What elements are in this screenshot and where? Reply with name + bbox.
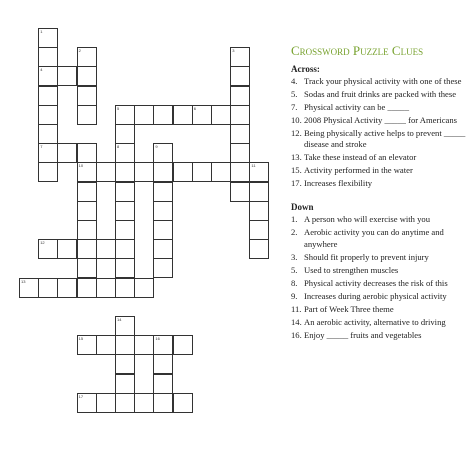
cell-number: 13 <box>21 278 26 284</box>
grid-cell[interactable] <box>77 182 97 202</box>
down-clue <box>291 252 471 263</box>
down-clue <box>291 330 471 341</box>
grid-cell[interactable] <box>77 105 97 125</box>
grid-cell[interactable] <box>77 393 97 413</box>
grid-cell[interactable] <box>96 335 116 355</box>
grid-cell[interactable] <box>153 220 173 240</box>
down-clue <box>291 304 471 315</box>
clue-number: 2. <box>291 227 298 238</box>
grid-cell[interactable] <box>38 278 58 298</box>
across-clue <box>291 102 471 113</box>
grid-cell[interactable] <box>230 66 250 86</box>
down-clue <box>291 291 471 302</box>
clue-text: Sodas and fruit drinks are packed with these <box>304 88 457 99</box>
down-heading: Down <box>291 202 314 213</box>
across-heading: Across: <box>291 64 320 74</box>
grid-cell[interactable] <box>115 278 135 298</box>
grid-cell[interactable] <box>38 86 58 106</box>
grid-cell[interactable] <box>115 143 135 163</box>
cell-number: 3 <box>232 48 235 54</box>
grid-cell[interactable] <box>230 124 250 144</box>
grid-cell[interactable] <box>153 143 173 163</box>
grid-cell[interactable] <box>57 239 77 259</box>
grid-cell[interactable] <box>96 393 116 413</box>
grid-cell[interactable] <box>230 47 250 67</box>
clue-text: Being physically active helps to prevent _____ disease and stroke <box>304 127 466 150</box>
grid-cell[interactable] <box>77 66 97 86</box>
grid-cell[interactable] <box>115 239 135 259</box>
down-clue <box>291 278 471 289</box>
grid-cell[interactable] <box>153 393 173 413</box>
grid-cell[interactable] <box>115 162 135 182</box>
across-clue-list <box>291 76 471 189</box>
grid-cell[interactable] <box>38 66 58 86</box>
grid-cell[interactable] <box>77 220 97 240</box>
grid-cell[interactable] <box>77 143 97 163</box>
clue-text: Increases flexibility <box>304 178 373 189</box>
grid-cell[interactable] <box>38 162 58 182</box>
down-clue <box>291 265 471 276</box>
across-clue <box>291 115 471 126</box>
grid-cell[interactable] <box>115 124 135 144</box>
grid-cell[interactable] <box>153 182 173 202</box>
grid-cell[interactable] <box>96 278 116 298</box>
grid-cell[interactable] <box>153 239 173 259</box>
grid-cell[interactable] <box>192 162 212 182</box>
cell-number: 8 <box>117 144 120 150</box>
clue-number: 8. <box>291 277 298 288</box>
grid-cell[interactable] <box>57 143 77 163</box>
clue-number: 5. <box>291 88 298 99</box>
grid-cell[interactable] <box>115 258 135 278</box>
clue-text: Activity performed in the water <box>304 165 413 176</box>
down-clue <box>291 227 471 250</box>
cell-number: 15 <box>78 336 84 342</box>
clue-number: 3. <box>291 251 298 262</box>
grid-cell[interactable] <box>77 201 97 221</box>
cell-number: 4 <box>40 67 43 73</box>
grid-cell[interactable] <box>77 278 97 298</box>
across-clue <box>291 128 471 151</box>
cell-number: 12 <box>40 240 45 246</box>
across-clue <box>291 178 471 189</box>
clue-number: 1. <box>291 214 298 225</box>
clue-text: Physical activity can be _____ <box>304 101 410 112</box>
across-clue <box>291 152 471 163</box>
grid-cell[interactable] <box>153 354 173 374</box>
grid-cell[interactable] <box>115 374 135 394</box>
grid-cell[interactable] <box>153 374 173 394</box>
clue-number: 17. <box>291 178 302 189</box>
grid-cell[interactable] <box>153 258 173 278</box>
cell-number: 10 <box>78 163 84 169</box>
grid-cell[interactable] <box>38 105 58 125</box>
clue-text: Increases during aerobic physical activity <box>304 290 447 301</box>
grid-cell[interactable] <box>134 105 154 125</box>
grid-cell[interactable] <box>249 220 269 240</box>
across-clue <box>291 89 471 100</box>
grid-cell[interactable] <box>230 86 250 106</box>
grid-cell[interactable] <box>153 162 173 182</box>
down-clue-list <box>291 214 471 340</box>
clue-text: Track your physical activity with one of these <box>304 76 462 86</box>
clue-text: An aerobic activity, alternative to driving <box>304 316 446 327</box>
clues-title: Crossword Puzzle Clues <box>291 43 424 58</box>
grid-cell[interactable] <box>134 278 154 298</box>
grid-cell[interactable] <box>96 239 116 259</box>
clue-number: 9. <box>291 290 298 301</box>
cell-number: 6 <box>193 105 197 111</box>
clue-text: Aerobic activity you can do anytime and anywhere <box>304 227 444 249</box>
clues-panel <box>291 44 471 343</box>
cell-number: 17 <box>78 393 84 399</box>
grid-cell[interactable] <box>115 335 135 355</box>
grid-cell[interactable] <box>115 201 135 221</box>
grid-cell[interactable] <box>96 162 116 182</box>
clue-text: A person who will exercise with you <box>304 214 431 225</box>
clue-number: 13. <box>291 152 302 163</box>
grid-cell[interactable] <box>230 162 250 182</box>
grid-cell[interactable] <box>57 66 77 86</box>
grid-cell[interactable] <box>173 393 193 413</box>
across-clue <box>291 165 471 176</box>
grid-cell[interactable] <box>173 162 193 182</box>
grid-cell[interactable] <box>115 182 135 202</box>
grid-cell[interactable] <box>38 239 58 259</box>
cell-number: 16 <box>155 336 160 342</box>
cell-number: 1 <box>40 29 43 34</box>
grid-cell[interactable] <box>153 105 173 125</box>
clue-text: Part of Week Three theme <box>304 303 394 314</box>
grid-cell[interactable] <box>38 124 58 144</box>
grid-cell[interactable] <box>38 47 58 67</box>
clue-text: 2008 Physical Activity _____ for Americans <box>304 114 457 125</box>
clue-number: 15. <box>291 165 302 176</box>
grid-cell[interactable] <box>153 335 173 355</box>
grid-cell[interactable] <box>77 86 97 106</box>
cell-number: 9 <box>155 144 158 150</box>
clue-number: 12. <box>291 127 302 138</box>
clue-number: 5. <box>291 264 298 275</box>
grid-cell[interactable] <box>115 105 135 125</box>
grid-cell[interactable] <box>230 143 250 163</box>
cell-number: 14 <box>117 317 122 322</box>
grid-cell[interactable] <box>57 278 77 298</box>
grid-cell[interactable] <box>249 162 269 182</box>
grid-cell[interactable] <box>77 47 97 67</box>
cell-number: 2 <box>78 48 81 54</box>
clue-number: 16. <box>291 329 302 340</box>
cell-number: 11 <box>251 163 256 169</box>
grid-cell[interactable] <box>115 393 135 413</box>
grid-cell[interactable] <box>38 143 58 163</box>
cell-number: 7 <box>40 144 43 150</box>
grid-cell[interactable] <box>192 105 212 125</box>
grid-cell[interactable] <box>249 239 269 259</box>
grid-cell[interactable] <box>153 201 173 221</box>
grid-cell[interactable] <box>230 182 250 202</box>
grid-cell[interactable] <box>77 239 97 259</box>
clue-text: Physical activity decreases the risk of this <box>304 277 448 288</box>
clue-number: 10. <box>291 114 302 125</box>
clue-text: Take these instead of an elevator <box>304 152 417 163</box>
clue-number: 4. <box>291 76 298 86</box>
down-clue <box>291 317 471 328</box>
grid-cell[interactable] <box>211 105 231 125</box>
across-clue <box>291 76 471 87</box>
grid-cell[interactable] <box>134 335 154 355</box>
grid-cell[interactable] <box>115 354 135 374</box>
clue-number: 14. <box>291 316 302 327</box>
grid-cell[interactable] <box>134 393 154 413</box>
clue-number: 11. <box>291 303 302 314</box>
clue-text: Should fit properly to prevent injury <box>304 251 429 262</box>
grid-cell[interactable] <box>77 258 97 278</box>
grid-cell[interactable] <box>211 162 231 182</box>
grid-cell[interactable] <box>249 201 269 221</box>
grid-cell[interactable] <box>134 162 154 182</box>
clue-number: 7. <box>291 101 298 112</box>
grid-cell[interactable] <box>19 278 39 298</box>
clue-text: Used to strengthen muscles <box>304 264 399 275</box>
grid-cell[interactable] <box>249 182 269 202</box>
grid-cell[interactable] <box>230 105 250 125</box>
grid-cell[interactable] <box>173 105 193 125</box>
grid-cell[interactable] <box>173 335 193 355</box>
grid-cell[interactable] <box>115 316 135 336</box>
grid-cell[interactable] <box>115 220 135 240</box>
cell-number: 5 <box>117 105 120 111</box>
grid-cell[interactable] <box>77 162 97 182</box>
clue-text: Enjoy _____ fruits and vegetables <box>304 329 422 340</box>
down-clue <box>291 214 471 225</box>
grid-cell[interactable] <box>77 335 97 355</box>
grid-cell[interactable] <box>38 28 58 48</box>
